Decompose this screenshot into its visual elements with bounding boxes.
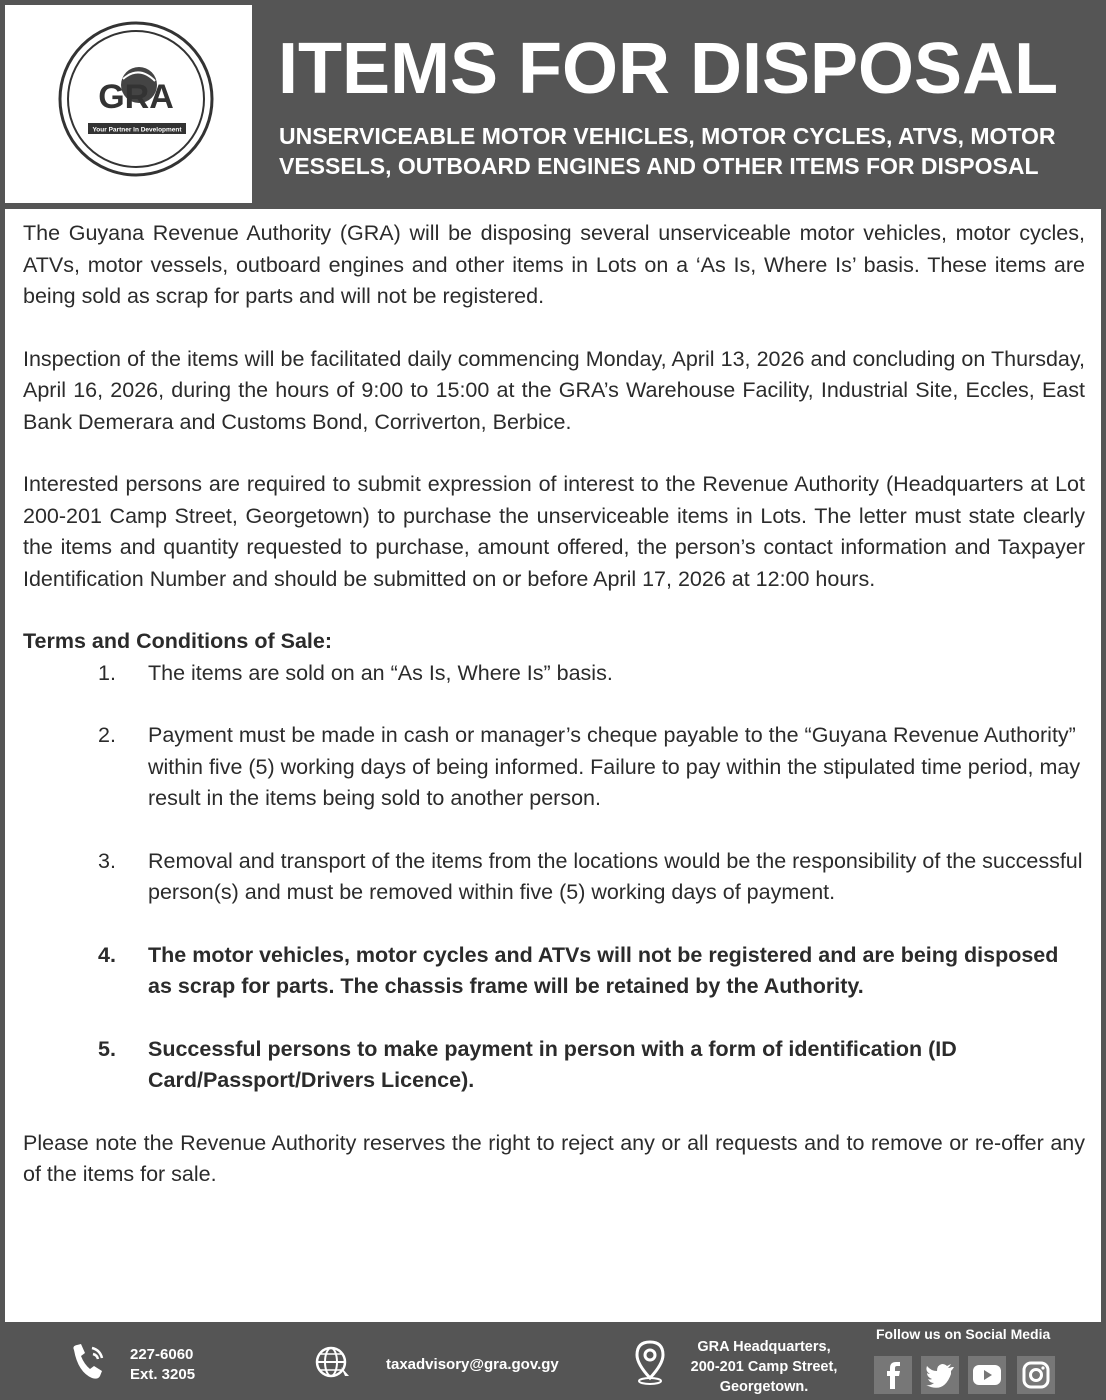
term-number: 2. bbox=[98, 723, 116, 747]
terms-list bbox=[23, 658, 1085, 1097]
term-number: 3. bbox=[98, 848, 116, 873]
term-text: Payment must be made in cash or manager’s cheque payable to the “Guyana Revenue Authority” within five (5) working days of being informed. Failure to pay within the stipulated time period, may result in the items being sold to another person. bbox=[148, 723, 1081, 810]
term-number: 5. bbox=[98, 1036, 116, 1061]
logo-text: GRA bbox=[98, 78, 174, 116]
page-title: ITEMS FOR DISPOSAL bbox=[278, 29, 1059, 109]
location-pin-icon bbox=[634, 1340, 666, 1386]
twitter-button[interactable] bbox=[921, 1356, 959, 1394]
instagram-icon bbox=[1017, 1356, 1055, 1394]
paragraph-submission: Interested persons are required to submit expression of interest to the Revenue Authority (Headquarters at Lot 200-201 Camp Street, Georgetown) to purchase the unserviceable items in Lots. The letter must state clearly the items and quantity requested to purchase, amount offered, the person’s contact information and Taxpayer Identification Number and should be submitted on or before April 17, 2026 at 12:00 hours. bbox=[23, 472, 1085, 591]
facebook-icon bbox=[874, 1356, 912, 1394]
term-number: 4. bbox=[98, 942, 116, 967]
address-line1: GRA Headquarters, bbox=[697, 1339, 831, 1355]
term-text: Removal and transport of the items from the locations would be the responsibility of the successful person(s) and must be removed within five (5) working days of payment. bbox=[148, 848, 1083, 904]
footer-email[interactable]: taxadvisory@gra.gov.gy bbox=[386, 1356, 559, 1373]
notice-body bbox=[23, 218, 1085, 1191]
phone-icon bbox=[68, 1342, 112, 1382]
paragraph-intro: The Guyana Revenue Authority (GRA) will be disposing several unserviceable motor vehicles, motor cycles, ATVs, motor vessels, outboard engines and other items in Lots on a ‘As Is, Where Is’ basis. These items are being sold as scrap for parts and will not be registered. bbox=[23, 221, 1085, 308]
address-line3: Georgetown. bbox=[719, 1379, 809, 1395]
social-label: Follow us on Social Media bbox=[876, 1326, 1051, 1342]
phone-number[interactable]: 227-6060 bbox=[130, 1346, 194, 1363]
logo-panel bbox=[5, 5, 252, 203]
phone-ext: Ext. 3205 bbox=[130, 1366, 196, 1383]
facebook-button[interactable] bbox=[874, 1356, 912, 1394]
address-line2: 200-201 Camp Street, bbox=[690, 1359, 838, 1375]
terms-heading: Terms and Conditions of Sale: bbox=[23, 629, 332, 653]
term-text: The items are sold on an “As Is, Where Is” basis. bbox=[148, 660, 613, 685]
term-item bbox=[23, 720, 1085, 815]
footer-address bbox=[676, 1337, 852, 1397]
header-band bbox=[0, 0, 1106, 208]
term-number: 1. bbox=[98, 660, 116, 685]
term-item bbox=[23, 658, 1085, 690]
term-text: Successful persons to make payment in person with a form of identification (ID Card/Passport/Drivers Licence). bbox=[148, 1036, 957, 1092]
footer-phone[interactable] bbox=[130, 1345, 195, 1385]
term-item bbox=[23, 1034, 1085, 1097]
term-item bbox=[23, 846, 1085, 909]
page-subtitle: UNSERVICEABLE MOTOR VEHICLES, MOTOR CYCLES, ATVS, MOTOR VESSELS, OUTBOARD ENGINES AND OTHER ITEMS FOR DISPOSAL bbox=[279, 123, 1056, 179]
instagram-button[interactable] bbox=[1017, 1356, 1055, 1394]
term-text: The motor vehicles, motor cycles and ATVs will not be registered and are being disposed as scrap for parts. The chassis frame will be retained by the Authority. bbox=[148, 942, 1059, 998]
paragraph-inspection: Inspection of the items will be facilitated daily commencing Monday, April 13, 2026 and concluding on Thursday, April 16, 2026, during the hours of 9:00 to 15:00 at the GRA’s Warehouse Facility, Industrial Site, Eccles, East Bank Demerara and Customs Bond, Corriverton, Berbice. bbox=[23, 346, 1085, 434]
twitter-icon bbox=[921, 1356, 959, 1394]
paragraph-closing: Please note the Revenue Authority reserves the right to reject any or all requests and to remove or re-offer any of the items for sale. bbox=[23, 1130, 1085, 1186]
youtube-icon bbox=[968, 1356, 1006, 1394]
logo-tagline: Your Partner In Development bbox=[92, 126, 182, 134]
youtube-button[interactable] bbox=[968, 1356, 1006, 1394]
globe-icon bbox=[314, 1345, 352, 1379]
gra-logo bbox=[5, 5, 252, 203]
footer-band bbox=[0, 1322, 1106, 1400]
term-item bbox=[23, 940, 1085, 1003]
